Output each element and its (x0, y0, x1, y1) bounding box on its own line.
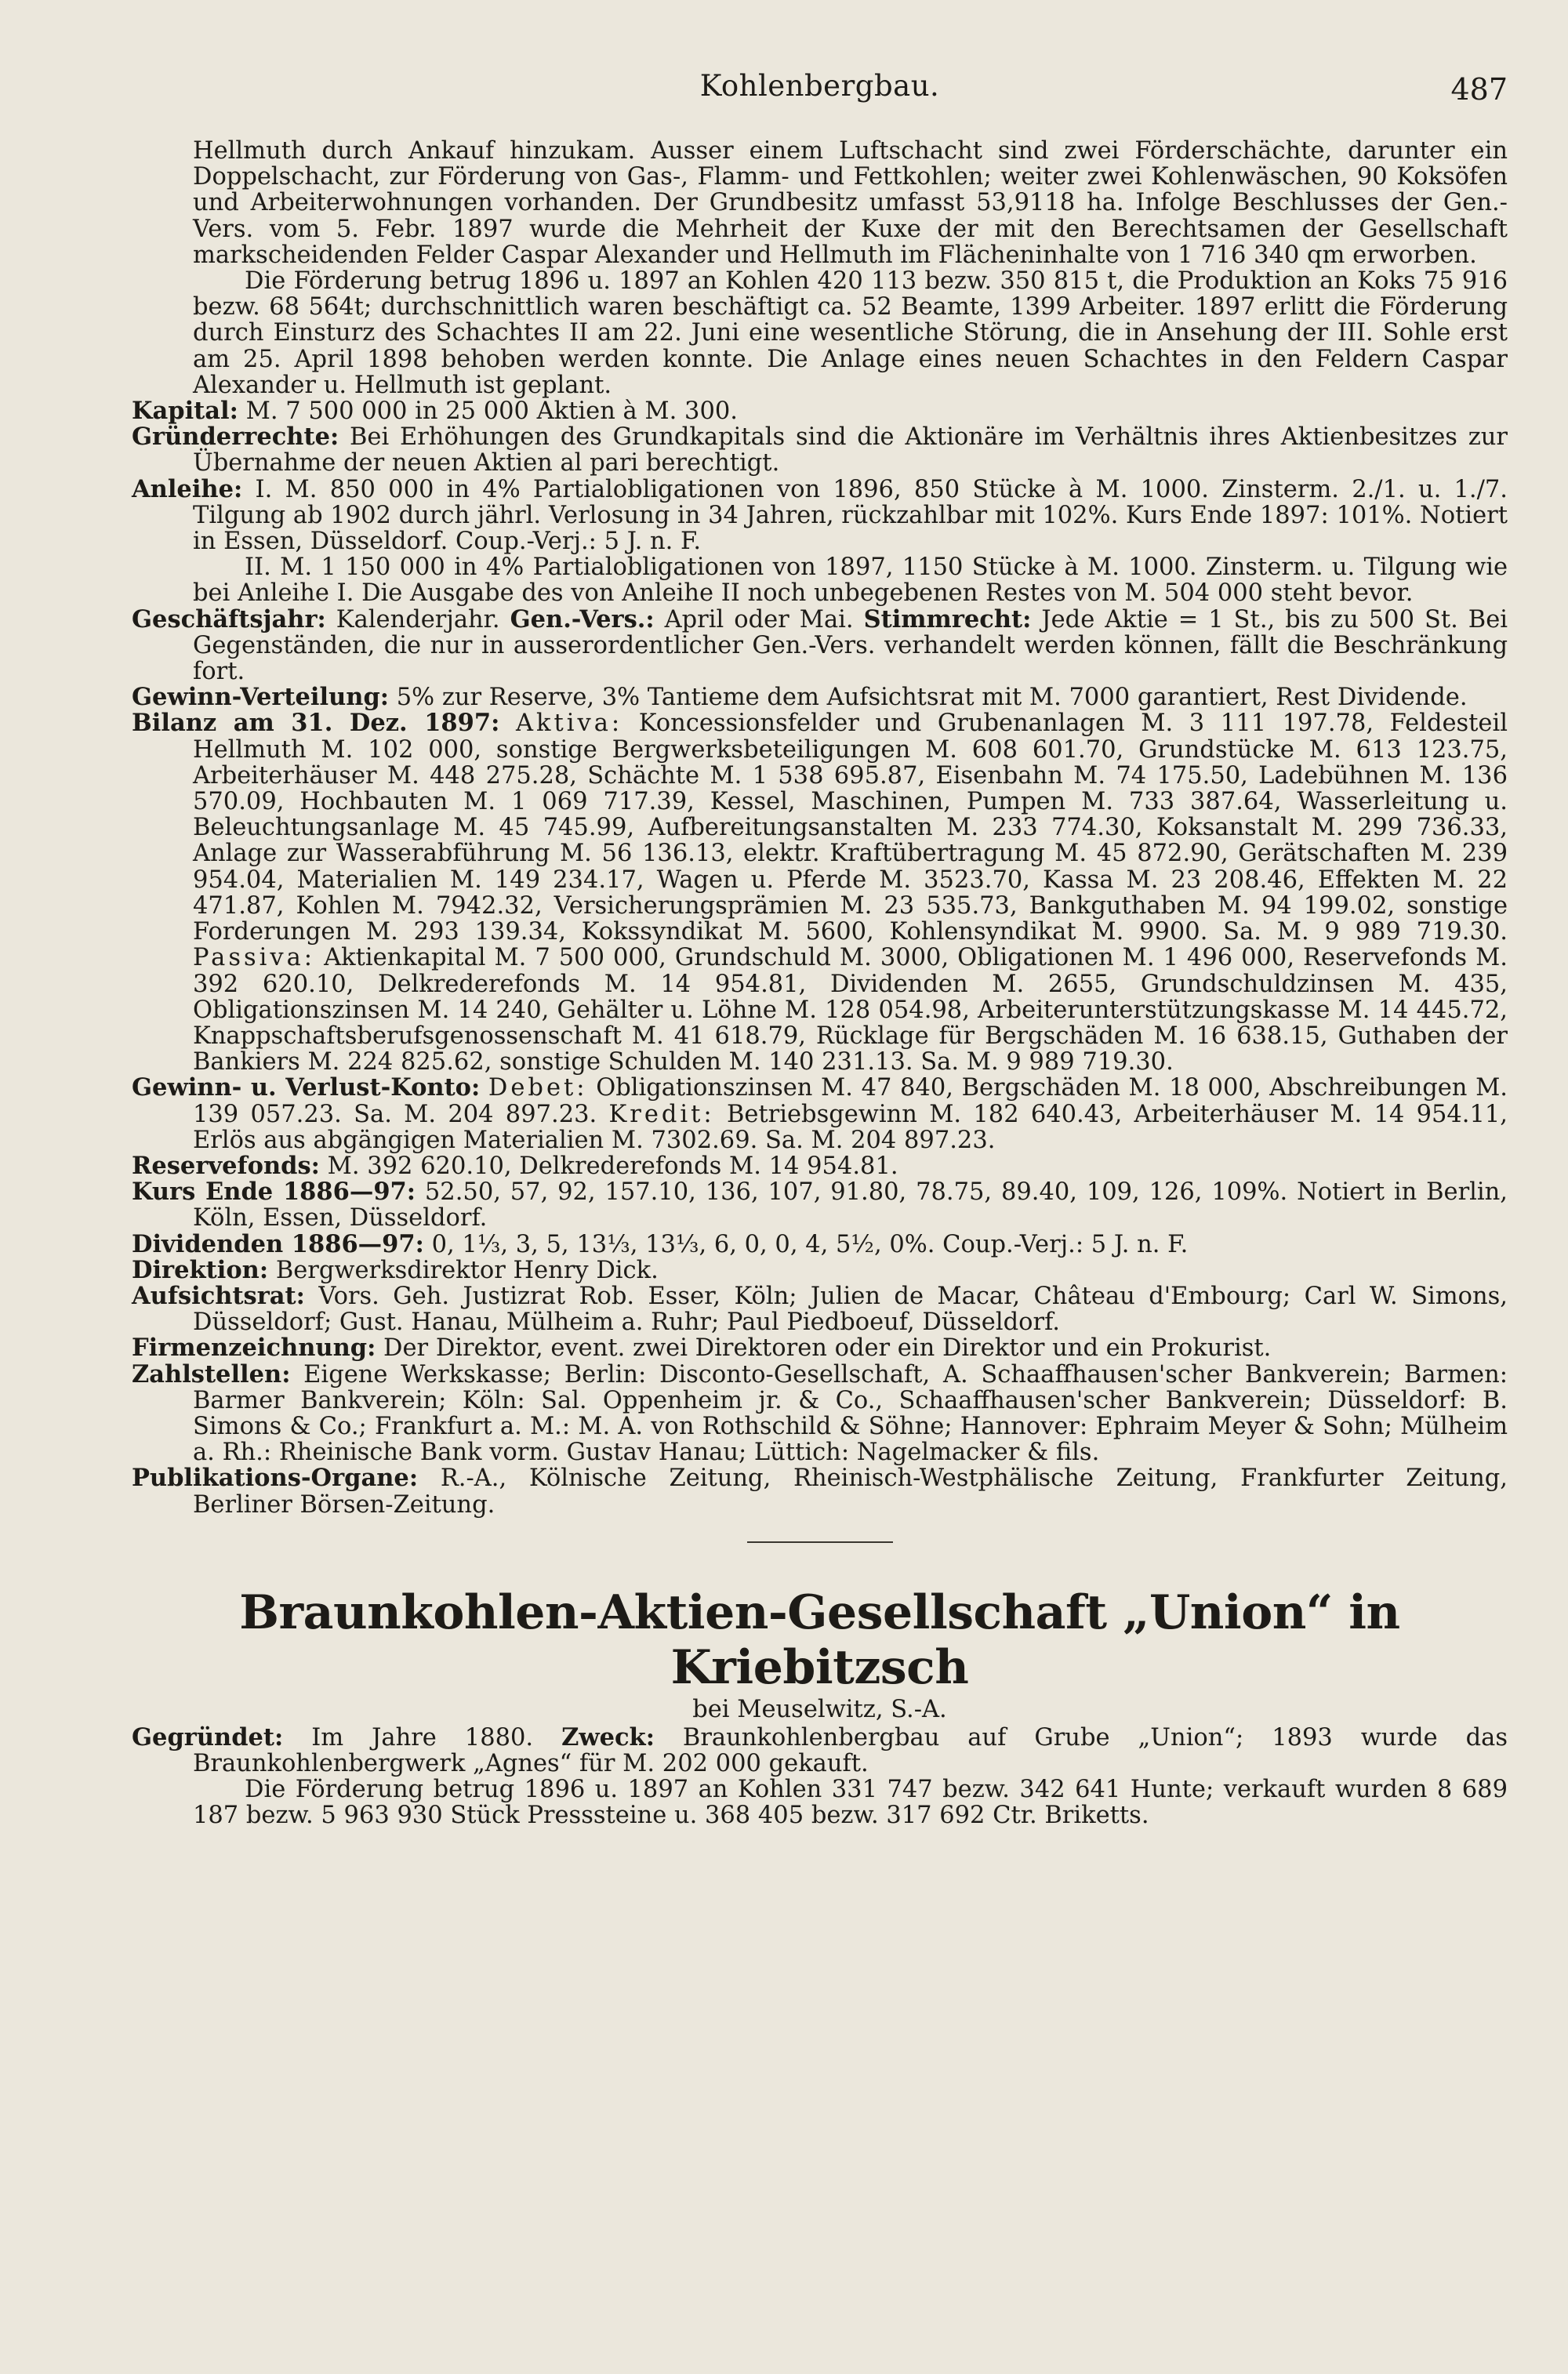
gruenderrechte-label: Gründerrechte: (132, 423, 339, 452)
bilanz-section (132, 710, 1508, 1075)
aktiva-text: Koncessionsfelder und Grubenanlagen M. 3 111 197.78, Feldesteil Hellmuth M. 102 000, sonstige Bergwerksbeteiligungen M. 608 601.70, Grundstücke M. 613 123.75, Arbeiterhäuser M. 448 275.28, Schächte M. 1 538 695.87, Eisenbahn M. 74 175.50, Ladebühnen M. 136 570.09, Hochbauten M. 1 069 717.39, Kessel, Maschinen, Pumpen M. 733 387.64, Wasserleitung u. Beleuchtungsanlage M. 45 745.99, Aufbereitungsanstalten M. 233 774.30, Koksanstalt M. 299 736.33, Anlage zur Wasserabführung M. 56 136.13, elektr. Kraftübertragung M. 45 872.90, Gerätschaften M. 239 954.04, Materialien M. 149 234.17, Wagen u. Pferde M. 3523.70, Kassa M. 23 208.46, Effekten M. 22 471.87, Kohlen M. 7942.32, Versicherungsprämien M. 23 535.73, Bankguthaben M. 94 199.02, sonstige Forderungen M. 293 139.34, Kokssyndikat M. 5600, Kohlensyndikat M. 9900. Sa. M. 9 989 719.30. (193, 710, 1508, 946)
dividenden-section (132, 1229, 1508, 1258)
guv-section (132, 1075, 1508, 1153)
page-number: 487 (1450, 72, 1508, 107)
gegruendet-section (132, 1722, 1508, 1777)
intro-text: Hellmuth durch Ankauf hinzukam. Ausser einem Luftschacht sind zwei Förderschächte, darunter ein Doppelschacht, zur Förderung von Gas-, Flamm- und Fettkohlen; weiter zwei Kohlenwäschen, 90 Koksöfen und Arbeiterwohnungen vorhanden. Der Grundbesitz umfasst 53,9118 ha. Infolge Beschlusses der Gen.-Vers. vom 5. Febr. 1897 wurde die Mehrheit der Kuxe der mit den Berechtsamen der Gesellschaft markscheidenden Felder Caspar Alexander und Hellmuth im Flächeninhalte von 1 716 340 qm erworben. (193, 137, 1508, 269)
genvers-text: April oder Mai. (664, 605, 854, 633)
page-header (132, 69, 1508, 116)
intro-paragraph (132, 138, 1508, 268)
kapital-label: Kapital: (132, 397, 238, 426)
direktion-section (132, 1255, 1508, 1284)
anleihe-ii-text: II. M. 1 150 000 in 4% Partialobligationen von 1897, 1150 Stücke à M. 1000. Zinsterm. u. Tilgung wie bei Anleihe I. Die Ausgabe des von Anleihe II noch unbegebenen Restes von M. 504 000 steht bevor. (193, 554, 1508, 608)
foerderung-text: Die Förderung betrug 1896 u. 1897 an Kohlen 331 747 bezw. 342 641 Hunte; verkauft wurden 8 689 187 bezw. 5 963 930 Stück Presssteine u. 368 405 bezw. 317 692 Ctr. Briketts. (193, 1776, 1508, 1830)
stimmrecht-label: Stimmrecht: (863, 604, 1032, 633)
gegruendet-label: Gegründet: (132, 1722, 284, 1751)
kapital-text: M. 7 500 000 in 25 000 Aktien à M. 300. (245, 397, 738, 426)
anleihe-section (132, 474, 1508, 556)
aufsichtsrat-section (132, 1283, 1508, 1335)
kredit-text: Betriebsgewinn M. 182 640.43, Arbeiterhäuser M. 14 954.11, Erlös aus abgängigen Materialien M. 7302.69. Sa. M. 204 897.23. (193, 1100, 1508, 1154)
debet-label: Debet: (488, 1074, 588, 1102)
guv-label: Gewinn- u. Verlust-Konto: (132, 1073, 481, 1102)
firmenzeichnung-text: Der Direktor, event. zwei Direktoren oder ein Direktor und ein Prokurist. (383, 1334, 1272, 1363)
zweck-label: Zweck: (561, 1722, 655, 1751)
reservefonds-section (132, 1153, 1508, 1179)
direktion-label: Direktion: (132, 1255, 269, 1284)
anleihe-label: Anleihe: (132, 474, 243, 503)
firmenzeichnung-label: Firmenzeichnung: (132, 1334, 376, 1363)
reservefonds-label: Reservefonds: (132, 1151, 320, 1180)
dividenden-label: Dividenden 1886—97: (132, 1229, 424, 1258)
kurs-section (132, 1179, 1508, 1231)
running-title: Kohlenbergbau. (699, 69, 940, 103)
kurs-text: 52.50, 57, 92, 157.10, 136, 107, 91.80, 78.75, 89.40, 109, 126, 109%. Notiert in Berlin, Köln, Essen, Düsseldorf. (193, 1178, 1508, 1232)
stimmrecht-text: Jede Aktie = 1 St., bis zu 500 St. Bei Gegenständen, die nur in ausserordentlicher Gen.-Vers. verhandelt werden können, fällt die Beschränkung fort. (193, 605, 1508, 686)
gruenderrechte-text: Bei Erhöhungen des Grundkapitals sind die Aktionäre im Verhältnis ihres Aktienbesitzes zur Übernahme der neuen Aktien al pari berechtigt. (193, 423, 1508, 477)
gewinnverteilung-section (132, 684, 1508, 710)
gewinnverteilung-label: Gewinn-Verteilung: (132, 683, 390, 712)
publikation-label: Publikations-Organe: (132, 1464, 419, 1493)
aufsichtsrat-label: Aufsichtsrat: (132, 1281, 305, 1310)
passiva-label: Passiva: (193, 944, 316, 972)
company-location: bei Meuselwitz, S.-A. (692, 1695, 947, 1723)
foerderung-paragraph (193, 1777, 1508, 1828)
anleihe-ii-paragraph (193, 554, 1508, 606)
kapital-section (132, 398, 1508, 424)
reservefonds-text: M. 392 620.10, Delkrederefonds M. 14 954.81. (327, 1152, 898, 1180)
direktion-text: Bergwerksdirektor Henry Dick. (275, 1256, 659, 1284)
kurs-label: Kurs Ende 1886—97: (132, 1178, 416, 1207)
firmenzeichnung-section (132, 1335, 1508, 1361)
passiva-text: Aktienkapital M. 7 500 000, Grundschuld M. 3000, Obligationen M. 1 496 000, Reservefonds M. 392 620.10, Delkrederefonds M. 14 954.81, Dividenden M. 2655, Grundschuldzinsen M. 435, Obligationszinsen M. 14 240, Gehälter u. Löhne M. 128 054.98, Arbeiterunterstützungskasse M. 14 445.72, Knappschaftsberufsgenossenschaft M. 41 618.79, Rücklage für Bergschäden M. 16 638.15, Guthaben der Bankiers M. 224 825.62, sonstige Schulden M. 140 231.13. Sa. M. 9 989 719.30. (193, 944, 1508, 1076)
geschaeftsjahr-text: Kalenderjahr. (336, 605, 500, 633)
body-text (132, 138, 1508, 1829)
debet-text: Obligationszinsen M. 47 840, Bergschäden M. 18 000, Abschreibungen M. 139 057.23. Sa. M. 204 897.23. (193, 1074, 1508, 1128)
section-divider (747, 1541, 893, 1543)
production-paragraph (193, 268, 1508, 398)
production-text: Die Förderung betrug 1896 u. 1897 an Kohlen 420 113 bezw. 350 815 t, die Produktion an Koks 75 916 bezw. 68 564t; durchschnittlich waren beschäftigt ca. 52 Beamte, 1399 Arbeiter. 1897 erlitt die Förderung durch Einsturz des Schachtes II am 22. Juni eine wesentliche Störung, die in Ansehung der III. Sohle erst am 25. April 1898 behoben werden konnte. Die Anlage eines neuen Schachtes in den Feldern Caspar Alexander u. Hellmuth ist geplant. (193, 267, 1508, 399)
aktiva-label: Aktiva: (515, 710, 623, 738)
zahlstellen-section (132, 1359, 1508, 1467)
geschaeftsjahr-section (132, 604, 1508, 686)
bilanz-label: Bilanz am 31. Dez. 1897: (132, 709, 500, 738)
publikation-section (132, 1465, 1508, 1517)
gruenderrechte-section (132, 424, 1508, 476)
gegruendet-text: Im Jahre 1880. (311, 1723, 534, 1751)
zahlstellen-label: Zahlstellen: (132, 1359, 291, 1388)
gewinnverteilung-text: 5% zur Reserve, 3% Tantieme dem Aufsichtsrat mit M. 7000 garantiert, Rest Dividende. (396, 684, 1468, 712)
zweck-text: Braunkohlenbergbau auf Grube „Union“; 1893 wurde das Braunkohlenbergwerk „Agnes“ für M. 202 000 gekauft. (193, 1723, 1508, 1777)
company-title: Braunkohlen-Aktien-Gesellschaft „Union“ in Kriebitzsch (239, 1584, 1400, 1695)
kredit-label: Kredit: (608, 1100, 715, 1128)
dividenden-text: 0, 1⅓, 3, 5, 13⅓, 13⅓, 6, 0, 0, 4, 5½, 0%. Coup.-Verj.: 5 J. n. F. (431, 1230, 1189, 1258)
genvers-label: Gen.-Vers.: (510, 604, 655, 633)
aufsichtsrat-text: Vors. Geh. Justizrat Rob. Esser, Köln; Julien de Macar, Château d'Embourg; Carl W. Simons, Düsseldorf; Gust. Hanau, Mülheim a. Ruhr; Paul Piedboeuf, Düsseldorf. (193, 1282, 1508, 1337)
publikation-text: R.-A., Kölnische Zeitung, Rheinisch-Westphälische Zeitung, Frankfurter Zeitung, Berliner Börsen-Zeitung. (193, 1465, 1508, 1519)
zahlstellen-text: Eigene Werkskasse; Berlin: Disconto-Gesellschaft, A. Schaaffhausen'scher Bankverein; Barmen: Barmer Bankverein; Köln: Sal. Oppenheim jr. & Co., Schaaffhausen'scher Bankverein; Düsseldorf: B. Simons & Co.; Frankfurt a. M.: M. A. von Rothschild & Söhne; Hannover: Ephraim Meyer & Sohn; Mülheim a. Rh.: Rheinische Bank vorm. Gustav Hanau; Lüttich: Nagelmacker & fils. (193, 1360, 1508, 1467)
anleihe-text: I. M. 850 000 in 4% Partialobligationen von 1896, 850 Stücke à M. 1000. Zinsterm. 2./1. u. 1./7. Tilgung ab 1902 durch jährl. Verlosung in 34 Jahren, rückzahlbar mit 102%. Kurs Ende 1897: 101%. Notiert in Essen, Düsseldorf. Coup.-Verj.: 5 J. n. F. (193, 475, 1508, 556)
geschaeftsjahr-label: Geschäftsjahr: (132, 604, 326, 633)
